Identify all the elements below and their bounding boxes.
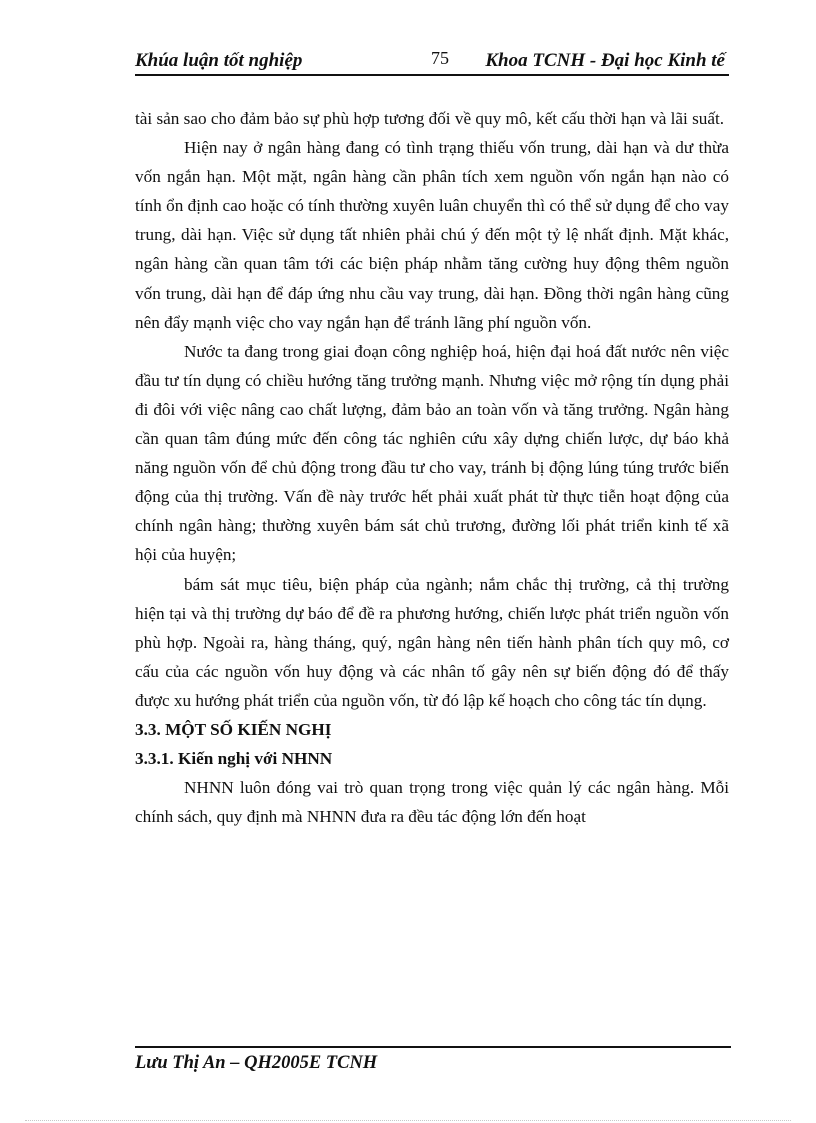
- footer-author: Lưu Thị An – QH2005E TCNH: [135, 1053, 378, 1073]
- document-body: [135, 104, 729, 831]
- footer-divider: [135, 1046, 731, 1048]
- page-number: 75: [431, 48, 449, 68]
- section-heading: 3.3. MỘT SỐ KIẾN NGHỊ: [135, 719, 332, 739]
- header-thesis-title: Khúa luận tốt nghiệp: [135, 50, 303, 71]
- paragraph: Nước ta đang trong giai đoạn công nghiệp hoá, hiện đại hoá đất nước nên việc đầu tư tín dụng có chiều hướng tăng trưởng mạnh. Nhưng việc mở rộng tín dụng phải đi đôi với việc nâng cao chất lượng, đảm bảo an toàn vốn và tăng trưởng. Ngân hàng cần quan tâm đúng mức đến công tác nghiên cứu xây dựng chiến lược, dự báo khả năng nguồn vốn để chủ động trong đầu tư cho vay, tránh bị động lúng túng trước biến động của thị trường. Vấn đề này trước hết phải xuất phát từ thực tiễn hoạt động của chính ngân hàng; thường xuyên bám sát chủ trương, đường lối phát triển kinh tế xã hội của huyện;: [135, 341, 729, 565]
- page-edge-divider: [25, 1120, 791, 1121]
- paragraph: bám sát mục tiêu, biện pháp của ngành; nắm chắc thị trường, cả thị trường hiện tại và thị trường dự báo để đề ra phương hướng, chiến lược phát triển nguồn vốn phù hợp. Ngoài ra, hàng tháng, quý, ngân hàng nên tiến hành phân tích quy mô, cơ cấu của các nguồn vốn huy động và các nhân tố gây nên sự biến động đó để thấy được xu hướng phát triển của nguồn vốn, từ đó lập kế hoạch cho công tác tín dụng.: [135, 574, 729, 710]
- subsection-heading: 3.3.1. Kiến nghị với NHNN: [135, 749, 333, 769]
- paragraph-continuation: tài sản sao cho đảm bảo sự phù hợp tương đối về quy mô, kết cấu thời hạn và lãi suất.: [135, 109, 725, 128]
- page-header: [135, 46, 729, 76]
- header-faculty: Khoa TCNH - Đại học Kinh tế: [485, 50, 725, 71]
- paragraph: Hiện nay ở ngân hàng đang có tình trạng thiếu vốn trung, dài hạn và dư thừa vốn ngắn hạn. Một mặt, ngân hàng cần phân tích xem nguồn vốn ngắn hạn nào có tính ổn định cao hoặc có tính thường xuyên luân chuyển thì có thể sử dụng để cho vay trung, dài hạn. Việc sử dụng tất nhiên phải chú ý đến một tỷ lệ nhất định. Mặt khác, ngân hàng cần quan tâm tới các biện pháp nhằm tăng cường huy động thêm nguồn vốn trung, dài hạn để đáp ứng nhu cầu vay trung, dài hạn. Đồng thời ngân hàng cũng nên đẩy mạnh việc cho vay ngắn hạn để tránh lãng phí nguồn vốn.: [135, 138, 729, 332]
- paragraph: NHNN luôn đóng vai trò quan trọng trong việc quản lý các ngân hàng. Mỗi chính sách, quy định mà NHNN đưa ra đều tác động lớn đến hoạt: [135, 778, 729, 827]
